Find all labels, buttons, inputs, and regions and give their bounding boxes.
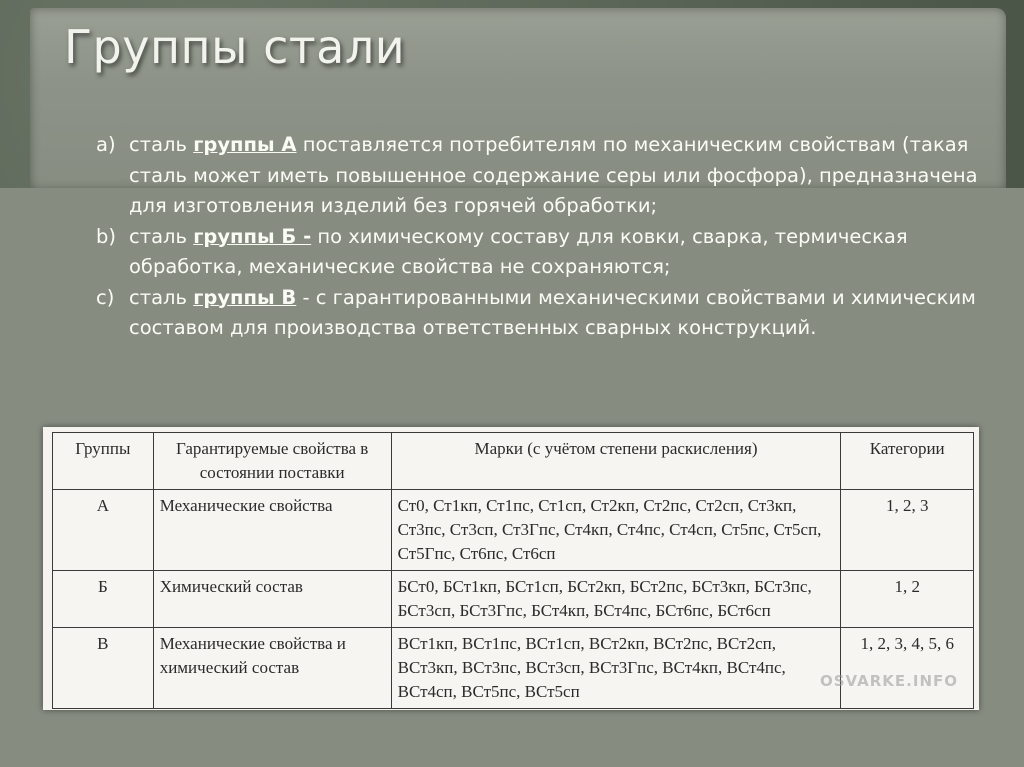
list-item-prefix: сталь	[129, 285, 194, 309]
list-marker: a)	[96, 133, 116, 156]
table-row	[53, 490, 974, 571]
steel-groups-table	[52, 432, 974, 709]
group-name: группы Б -	[193, 224, 312, 248]
cell-categories: 1, 2, 3	[841, 490, 974, 571]
table-row	[53, 571, 974, 628]
steel-groups-list	[96, 130, 996, 344]
cell-group: А	[53, 490, 154, 571]
watermark: OSVARKE.INFO	[820, 672, 959, 690]
list-marker: b)	[96, 224, 116, 248]
cell-categories: 1, 2	[841, 571, 974, 628]
list-item-prefix: сталь	[129, 133, 194, 156]
list-item	[96, 222, 996, 283]
cell-grades: ВСт1кп, ВСт1пс, ВСт1сп, ВСт2кп, ВСт2пс, ВСт2сп, ВСт3кп, ВСт3пс, ВСт3сп, ВСт3Гпс, ВСт4кп, ВСт4пс, ВСт4сп, ВСт5пс, ВСт5сп	[391, 628, 841, 709]
cell-group: Б	[53, 571, 154, 628]
list-marker: c)	[96, 285, 115, 309]
list-item-text: поставляется потребителям по механическим свойствам (такая сталь может иметь повышенное содержание серы или фосфора), предназначена для изготовления изделий без горячей обработки;	[129, 133, 978, 217]
header-categories: Категории	[841, 433, 974, 490]
group-name: группы В	[193, 285, 297, 309]
cell-grades: Ст0, Ст1кп, Ст1пс, Ст1сп, Ст2кп, Ст2пс, Ст2сп, Ст3кп, Ст3пс, Ст3сп, Ст3Гпс, Ст4кп, Ст4пс, Ст4сп, Ст5пс, Ст5сп, Ст5Гпс, Ст6пс, Ст6сп	[391, 490, 841, 571]
slide-title: Группы стали	[64, 20, 406, 74]
list-item	[96, 130, 996, 222]
table-header-row	[53, 433, 974, 490]
header-groups: Группы	[53, 433, 154, 490]
cell-property: Механические свойства	[153, 490, 391, 571]
cell-property: Механические свойства и химический состав	[153, 628, 391, 709]
list-item-text: по химическому составу для ковки, сварка, термическая обработка, механические свойства не сохраняются;	[129, 224, 908, 278]
list-item-prefix: сталь	[129, 224, 194, 248]
header-grades: Марки (с учётом степени раскисления)	[391, 433, 841, 490]
list-item-text: - с гарантированными механическими свойствами и химическим составом для производства ответственных сварных конструкций.	[129, 285, 976, 339]
cell-group: В	[53, 628, 154, 709]
group-name: группы А	[193, 133, 297, 156]
cell-categories: 1, 2, 3, 4, 5, 6	[841, 628, 974, 709]
list-item	[96, 283, 996, 344]
table-row	[53, 628, 974, 709]
header-properties: Гарантируемые свойства в состоянии поставки	[153, 433, 391, 490]
cell-grades: БСт0, БСт1кп, БСт1сп, БСт2кп, БСт2пс, БСт3кп, БСт3пс, БСт3сп, БСт3Гпс, БСт4кп, БСт4пс, БСт6пс, БСт6сп	[391, 571, 841, 628]
cell-property: Химический состав	[153, 571, 391, 628]
